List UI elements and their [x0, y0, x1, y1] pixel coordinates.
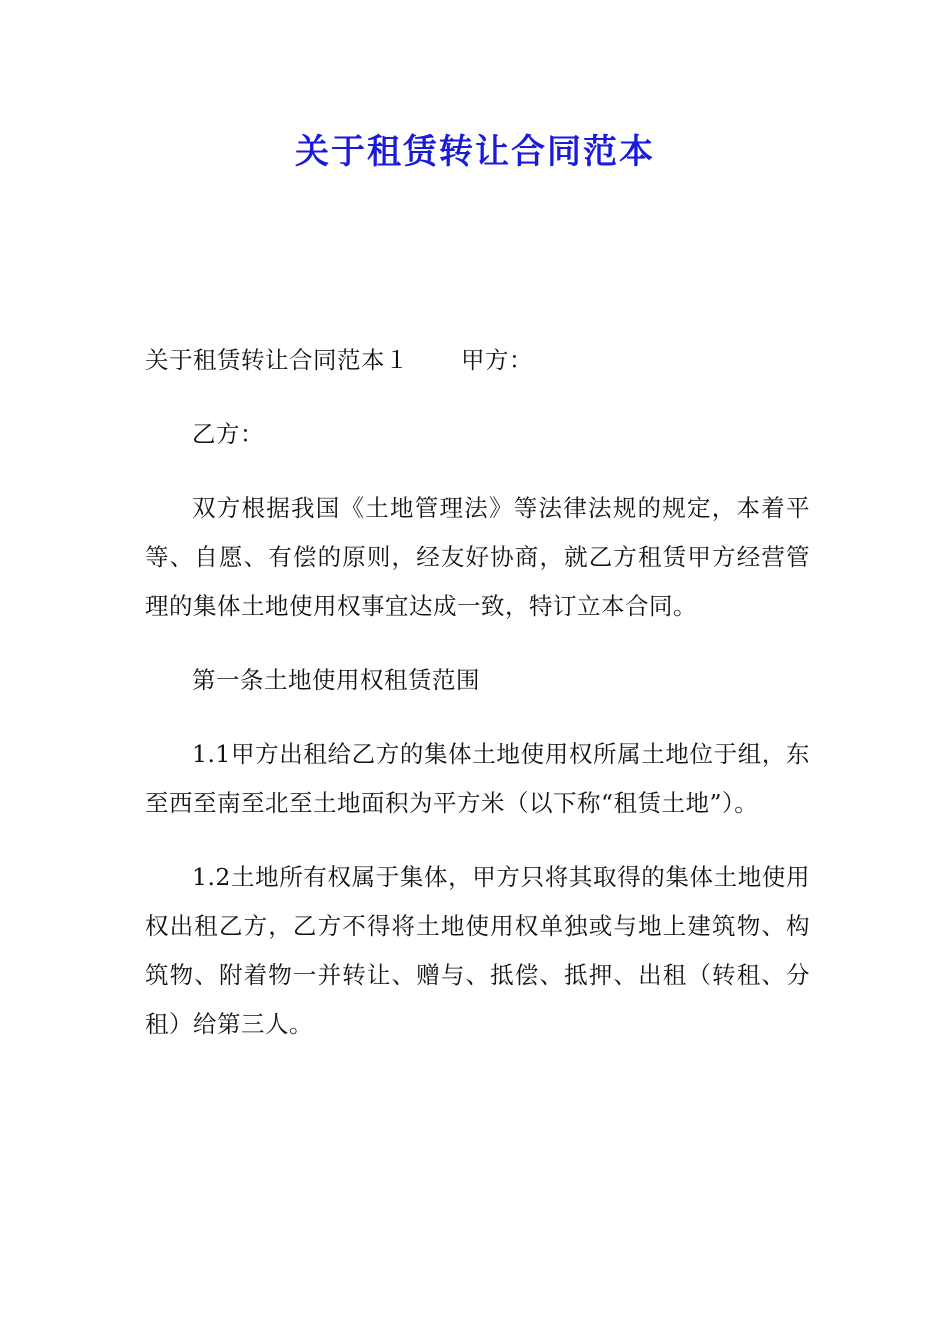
contract-heading: 关于租赁转让合同范本１ [145, 346, 409, 374]
heading-line [145, 336, 810, 385]
party-b-label: 乙方： [192, 420, 264, 448]
clause-1-1: 1.1甲方出租给乙方的集体土地使用权所属土地位于组，东至西至南至北至土地面积为平方米（以下称“租赁土地”）。 [145, 740, 810, 817]
section-heading-1: 第一条土地使用权租赁范围 [192, 666, 480, 694]
party-a-label: 甲方： [461, 346, 533, 374]
clause-1-2: 1.2土地所有权属于集体，甲方只将其取得的集体土地使用权出租乙方，乙方不得将土地使用权单独或与地上建筑物、构筑物、附着物一并转让、赠与、抵偿、抵押、出租（转租、分租）给第三人。 [145, 863, 810, 1038]
paragraph-intro: 双方根据我国《土地管理法》等法律法规的规定，本着平等、自愿、有偿的原则，经友好协商，就乙方租赁甲方经营管理的集体土地使用权事宜达成一致，特订立本合同。 [145, 494, 810, 620]
document-body [145, 336, 810, 1074]
document-title: 关于租赁转让合同范本 [295, 132, 655, 172]
